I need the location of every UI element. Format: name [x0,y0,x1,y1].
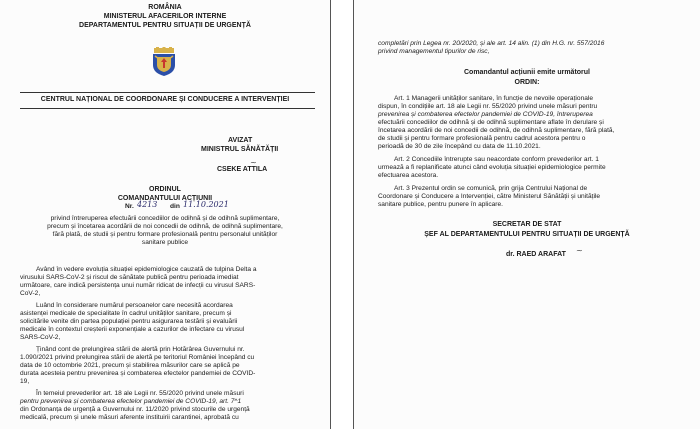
paragraph-line: CoV-2, [20,290,41,297]
article-2-line: urmează a fi replanificate atunci când evoluția situației epidemiologice permite [378,164,606,171]
order-date-label: din [170,203,180,210]
article-1-line: prevenirea și combaterea efectelor pandemiei de COVID-19, întreruperea [378,111,593,118]
paragraph-line: pentru prevenirea și combaterea efectelor pandemiei de COVID-19, art. 7^1 [20,398,242,405]
minister-name: CSEKE ATTILA [217,166,268,173]
center-title: CENTRUL NAȚIONAL DE COORDONARE ȘI CONDUCERE A INTERVENȚIEI [40,96,290,103]
minister-signature: ~ [250,158,257,167]
paragraph-line: Luând în considerare numărul persoanelor care necesită acordarea [36,302,233,309]
paragraph-line: durata acesteia pentru prevenirea și combaterea efectelor pandemiei de COVID- [20,370,256,377]
article-1-line: dispun, în condițiile art. 18 ale Legii nr. 55/2020 privind unele măsuri pentru [378,103,598,110]
secretary-title: SECRETAR DE STAT [492,221,562,228]
intro-line: completări prin Legea nr. 20/2020, și ale art. 14 alin. (1) din H.G. nr. 557/2016 [378,40,605,47]
signatory-signature: ~ [576,246,583,255]
document-page-right [354,0,700,429]
paragraph-line: virusului SARS-CoV-2 și riscul de sănătate publică pentru perioada imediat [20,274,239,281]
page-edge-left [330,0,331,429]
order-number-value: 4213 [137,200,158,209]
order-date-value: 11.10.2021 [183,200,229,209]
article-1-line: efectuării concediilor de odihnă și de odihnă suplimentare aflate în derulare și [378,119,604,126]
department-heading: DEPARTAMENTUL PENTRU SITUAȚII DE URGENȚĂ [79,22,251,29]
order-number-label: Nr. [125,203,134,210]
article-1-line: de studii și pentru formare profesională pentru cadrul acestora pentru o [378,135,586,142]
paragraph-line: 19, [20,378,30,385]
article-3-line: Art. 3 Prezentul ordin se comunică, prin grija Centrului Național de [394,185,588,192]
article-2-line: Art. 2 Concediile întrerupte sau neacordate conform prevederilor art. 1 [394,156,599,163]
order-subject-line: privind întreruperea efectuării concediilor de odihnă și de odihnă suplimentare, [50,215,280,222]
order-title: ORDINUL [149,186,181,193]
ministry-heading: MINISTERUL AFACERILOR INTERNE [103,13,227,20]
paragraph-line: data de 10 octombrie 2021, precum și stabilirea măsurilor care se aplică pe [20,362,240,369]
paragraph-line: din Ordonanța de urgență a Guvernului nr. 11/2020 privind stocurile de urgență [20,406,250,413]
article-1-line: încetarea acordării de noi concedii de odihnă, de odihnă suplimentare, fără plată, [378,127,615,134]
paragraph-line: În temeiul prevederilor art. 18 ale Legii nr. 55/2020 privind unele măsuri [36,390,244,397]
order-subject-line: fără plată, de studii și pentru formare profesională pentru personalul unităților [52,231,278,238]
article-2-line: efectuarea acestora. [378,172,439,179]
article-3-line: sanitare publice, pentru punere în aplicare. [378,201,503,208]
country-heading: ROMÂNIA [148,4,182,11]
paragraph-line: solicitările venite din partea populației pentru asigurarea testării și evaluării [20,318,238,325]
header-divider-top [20,92,315,93]
paragraph-line: medicale în contextul creșterii exponențiale a cazurilor de infectare cu virusul [20,326,245,333]
commander-issues-line: Comandantul acțiunii emite următorul [463,69,590,76]
page-gutter [330,0,354,429]
paragraph-line: asistenței medicale de specialitate în cadrul unităților sanitare, precum și [20,310,232,317]
order-heading: ORDIN: [514,79,540,86]
ministry-health-label: MINISTRUL SĂNĂTĂȚII [201,146,279,153]
paragraph-line: 1.090/2021 privind prelungirea stării de alertă pe teritoriul României începând cu [20,354,255,361]
paragraph-line: următoare, care indică persistența unui număr ridicat de infecții cu virusul SARS- [20,282,256,289]
article-1-line: perioadă de 30 de zile începând cu data de 11.10.2021. [378,143,541,150]
order-subject-line: precum și încetarea acordării de noi concedii de odihnă, de odihnă suplimentare, [47,223,283,230]
paragraph-line: Având în vedere evoluția situației epidemiologice cauzată de tulpina Delta a [36,266,257,273]
paragraph-line: medicală, precum și unele măsuri aferente instituirii carantinei, aprobată cu [20,414,239,421]
romanian-coat-of-arms-icon [151,47,177,77]
document-page-left [0,0,330,429]
header-divider-bottom [20,108,315,109]
department-head-title: ȘEF AL DEPARTAMENTULUI PENTRU SITUAȚII DE URGENȚĂ [424,231,630,238]
paragraph-line: SARS-CoV-2, [20,334,61,341]
paragraph-line: Ținând cont de prelungirea stării de alertă prin Hotărârea Guvernului nr. [36,346,245,353]
approval-label: AVIZAT [228,137,253,144]
commander-title: COMANDANTULUI ACȚIUNII [117,195,213,202]
intro-line: privind managementul tipurilor de risc, [378,48,490,55]
signatory-name: dr. RAED ARAFAT [506,251,566,258]
article-1-line: Art. 1 Managerii unităților sanitare, în funcție de nevoile operaționale [394,95,594,102]
order-subject-line: sanitare publice [141,239,189,246]
article-3-line: Coordonare și Conducere a Intervenției, către Ministerul Sănătății și unitățile [378,193,601,200]
